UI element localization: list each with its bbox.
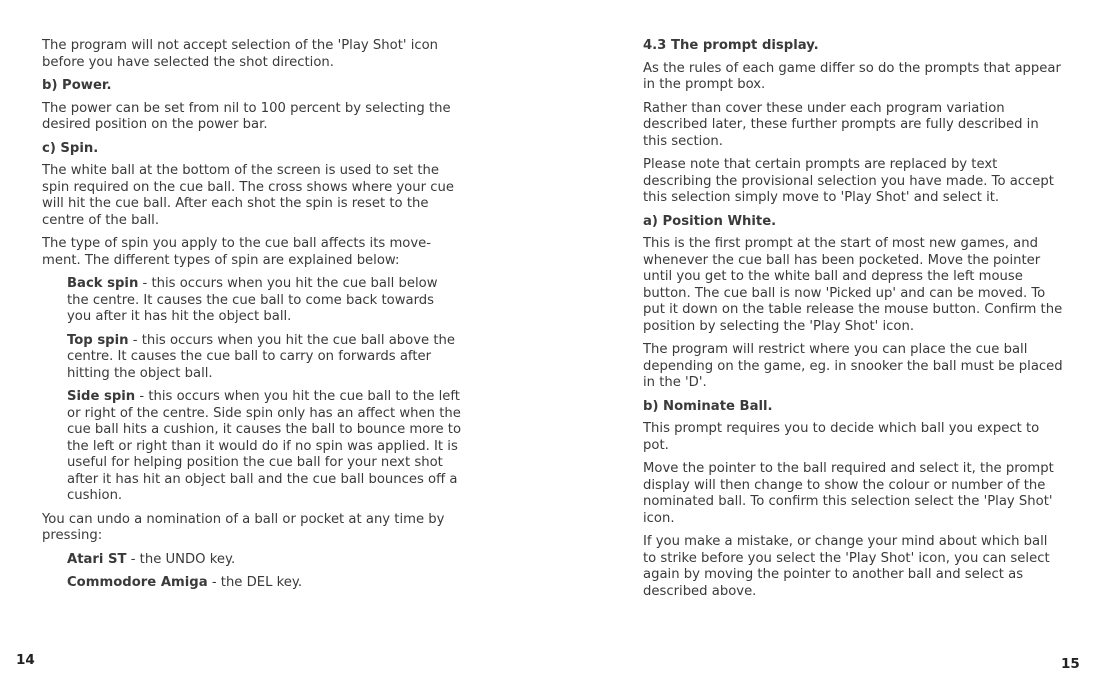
nominate-ball-heading: b) Nominate Ball. (643, 398, 773, 414)
prompt-display-heading: 4.3 The prompt display. (643, 38, 819, 53)
power-paragraph: The power can be set from nil to 100 percent by selecting the desired position on the power bar. (42, 100, 451, 132)
intro-paragraph: The program will not accept selection of the 'Play Shot' icon before you have selected the shot direction. (42, 38, 439, 70)
top-spin-item (42, 333, 462, 383)
atari-key-item (42, 552, 462, 569)
power-heading: b) Power. (42, 78, 112, 93)
top-spin-term: Top spin (67, 332, 129, 348)
back-spin-term: Back spin (67, 276, 139, 291)
atari-desc: - the UNDO key. (126, 551, 236, 567)
undo-paragraph: You can undo a nomination of a ball or pocket at any time by pressing: (42, 511, 445, 543)
prompt-paragraph-2: Rather than cover these under each program variation described later, these further prompts are fully described in this section. (643, 100, 1039, 149)
amiga-desc: - the DEL key. (207, 575, 303, 590)
right-page (643, 38, 1063, 607)
side-spin-term: Side spin (67, 389, 136, 404)
position-white-paragraph-2: The program will restrict where you can place the cue ball depending on the game, eg. in snooker the ball must be placed in the 'D'. (643, 342, 1063, 390)
nominate-ball-paragraph-1: This prompt requires you to decide which ball you expect to pot. (643, 421, 1040, 453)
prompt-paragraph-1: As the rules of each game differ so do the prompts that appear in the prompt box. (643, 60, 1061, 92)
prompt-paragraph-3: Please note that certain prompts are replaced by text describing the provisional selection you have made. To accept this selection simply move to 'Play Shot' and select it. (643, 157, 1054, 205)
back-spin-desc: - this occurs when you hit the cue ball below the centre. It causes the cue ball to come back towards you after it has hit the object ball. (67, 276, 438, 324)
page-number-left: 14 (16, 652, 35, 668)
nominate-ball-paragraph-3: If you make a mistake, or change your mind about which ball to strike before you select the 'Play Shot' icon, you can select again by moving the pointer to another ball and select as described above. (643, 534, 1050, 599)
left-page (42, 38, 462, 599)
spin-paragraph-1: The white ball at the bottom of the screen is used to set the spin required on the cue ball. The cross shows where your cue will hit the cue ball. After each shot the spin is reset to the centre of the ball. (42, 163, 454, 228)
position-white-paragraph-1: This is the first prompt at the start of most new games, and whenever the cue ball has been pocketed. Move the pointer until you get to the white ball and depress the left mouse button. The cue ball is now 'Picked up' and can be moved. To put it down on the table release the mouse button. Confirm the position by selecting the 'Play Shot' icon. (643, 236, 1063, 334)
back-spin-item (42, 276, 462, 326)
side-spin-item (42, 389, 462, 505)
nominate-ball-paragraph-2: Move the pointer to the ball required and select it, the prompt display will then change to show the colour or number of the nominated ball. To confirm this selection select the 'Play Shot' icon. (643, 461, 1054, 526)
top-spin-desc: - this occurs when you hit the cue ball above the centre. It causes the cue ball to carry on forwards after hitting the object ball. (67, 332, 455, 381)
amiga-key-item (42, 575, 462, 592)
position-white-heading: a) Position White. (643, 213, 777, 229)
spin-heading: c) Spin. (42, 140, 99, 156)
page-number-right: 15 (1061, 656, 1080, 672)
amiga-term: Commodore Amiga (67, 575, 208, 590)
atari-term: Atari ST (67, 551, 127, 567)
side-spin-desc: - this occurs when you hit the cue ball to the left or right of the centre. Side spin only has an affect when the cue ball hits a cushion, it causes the ball to bounce more to the left or right than it would do if no spin was applied. It is useful for helping position the cue ball for your next shot after it has hit an object ball and the cue ball bounces off a cushion. (67, 389, 462, 503)
spin-paragraph-2: The type of spin you apply to the cue ball affects its move- ment. The different types of spin are explained below: (42, 236, 432, 268)
